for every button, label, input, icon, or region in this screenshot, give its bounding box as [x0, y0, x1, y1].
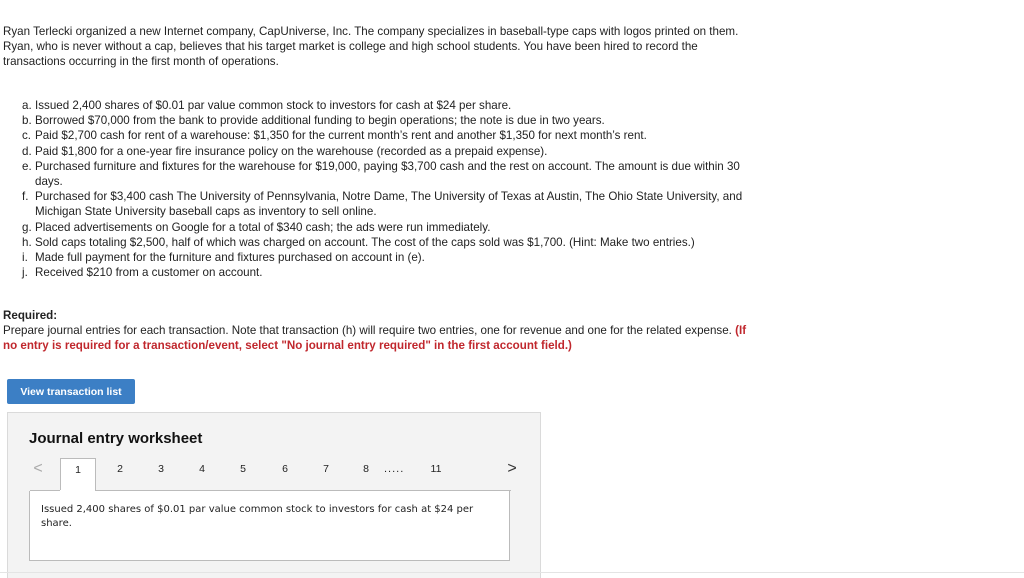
transaction-item: [22, 98, 762, 113]
page-tab-8[interactable]: 8: [363, 463, 369, 475]
page-tab-4[interactable]: 4: [199, 463, 205, 475]
worksheet-title: Journal entry worksheet: [29, 430, 203, 447]
transaction-label: e.: [22, 159, 32, 173]
transaction-label: g.: [22, 220, 32, 234]
page-tab-3[interactable]: 3: [158, 463, 164, 475]
transaction-list: [22, 98, 762, 280]
transaction-item: [22, 250, 762, 265]
transaction-item: [22, 235, 762, 250]
transaction-text: Received $210 from a customer on account.: [35, 266, 263, 280]
transaction-label: a.: [22, 99, 32, 112]
worksheet-pager: [8, 458, 542, 488]
transaction-label: c.: [22, 129, 32, 143]
page-ellipsis: .....: [384, 463, 405, 475]
transaction-text: Issued 2,400 shares of $0.01 par value common stock to investors for cash at $24 per share.: [35, 99, 512, 112]
transaction-label: d.: [22, 144, 32, 158]
page-tab-1[interactable]: 1: [60, 458, 96, 492]
transaction-label: b.: [22, 114, 32, 128]
transaction-item: [22, 220, 762, 235]
problem-intro: Ryan Terlecki organized a new Internet company, CapUniverse, Inc. The company specializes in baseball-type caps with logos printed on them. Ryan, who is never without a cap, believes that his target market is college and high school students. You have been hired to record the transactions occurring in the first month of operations.: [3, 25, 739, 68]
page-tab-5[interactable]: 5: [240, 463, 246, 475]
divider: [0, 572, 1024, 573]
transaction-item: [22, 189, 762, 219]
transaction-description-box: [29, 491, 510, 561]
transaction-label: i.: [22, 251, 28, 265]
transaction-item: [22, 128, 762, 143]
page-tab-11[interactable]: 11: [430, 463, 442, 475]
chevron-right-icon[interactable]: >: [507, 460, 517, 477]
journal-entry-worksheet: [7, 412, 541, 578]
page-tab-6[interactable]: 6: [282, 463, 288, 475]
view-transaction-list-button[interactable]: View transaction list: [7, 379, 135, 404]
transaction-description: Issued 2,400 shares of $0.01 par value common stock to investors for cash at $24 per share.: [41, 504, 474, 529]
transaction-label: h.: [22, 235, 32, 249]
required-heading: Required:: [3, 309, 58, 322]
active-tab-gap: [60, 490, 95, 492]
transaction-item: [22, 113, 762, 128]
required-section: [3, 308, 763, 353]
transaction-text: Made full payment for the furniture and fixtures purchased on account in (e).: [35, 251, 425, 265]
required-instructions: Prepare journal entries for each transaction. Note that transaction (h) will require two entries, one for revenue and one for the related expense.: [3, 324, 736, 337]
transaction-text: Paid $2,700 cash for rent of a warehouse: $1,350 for the current month’s rent and another $1,350 for next month’s rent.: [35, 129, 647, 143]
transaction-label: j.: [22, 266, 28, 280]
page-tab-2[interactable]: 2: [117, 463, 123, 475]
transaction-text: Paid $1,800 for a one-year fire insurance policy on the warehouse (recorded as a prepaid expense).: [35, 144, 548, 158]
transaction-item: [22, 265, 762, 280]
transaction-text: Purchased furniture and fixtures for the warehouse for $19,000, paying $3,700 cash and the rest on account. The amount is due within 30 days.: [35, 159, 740, 189]
transaction-text: Purchased for $3,400 cash The University of Pennsylvania, Notre Dame, The University of Texas at Austin, The Ohio State University, and Michigan State University baseball caps as inventory to sell online.: [35, 190, 743, 219]
transaction-item: [22, 144, 762, 159]
description-top-border: [30, 490, 511, 491]
transaction-text: Placed advertisements on Google for a total of $340 cash; the ads were run immediately.: [35, 220, 491, 234]
required-note: (If no entry is required for a transaction/event, select "No journal entry required" in the first account field.): [3, 324, 747, 352]
page-tab-7[interactable]: 7: [323, 463, 329, 475]
chevron-left-icon[interactable]: <: [33, 460, 43, 477]
transaction-text: Borrowed $70,000 from the bank to provide additional funding to begin operations; the note is due in two years.: [35, 114, 605, 128]
transaction-text: Sold caps totaling $2,500, half of which was charged on account. The cost of the caps sold was $1,700. (Hint: Make two entries.): [35, 235, 695, 249]
transaction-label: f.: [22, 190, 29, 204]
transaction-item: [22, 159, 762, 189]
